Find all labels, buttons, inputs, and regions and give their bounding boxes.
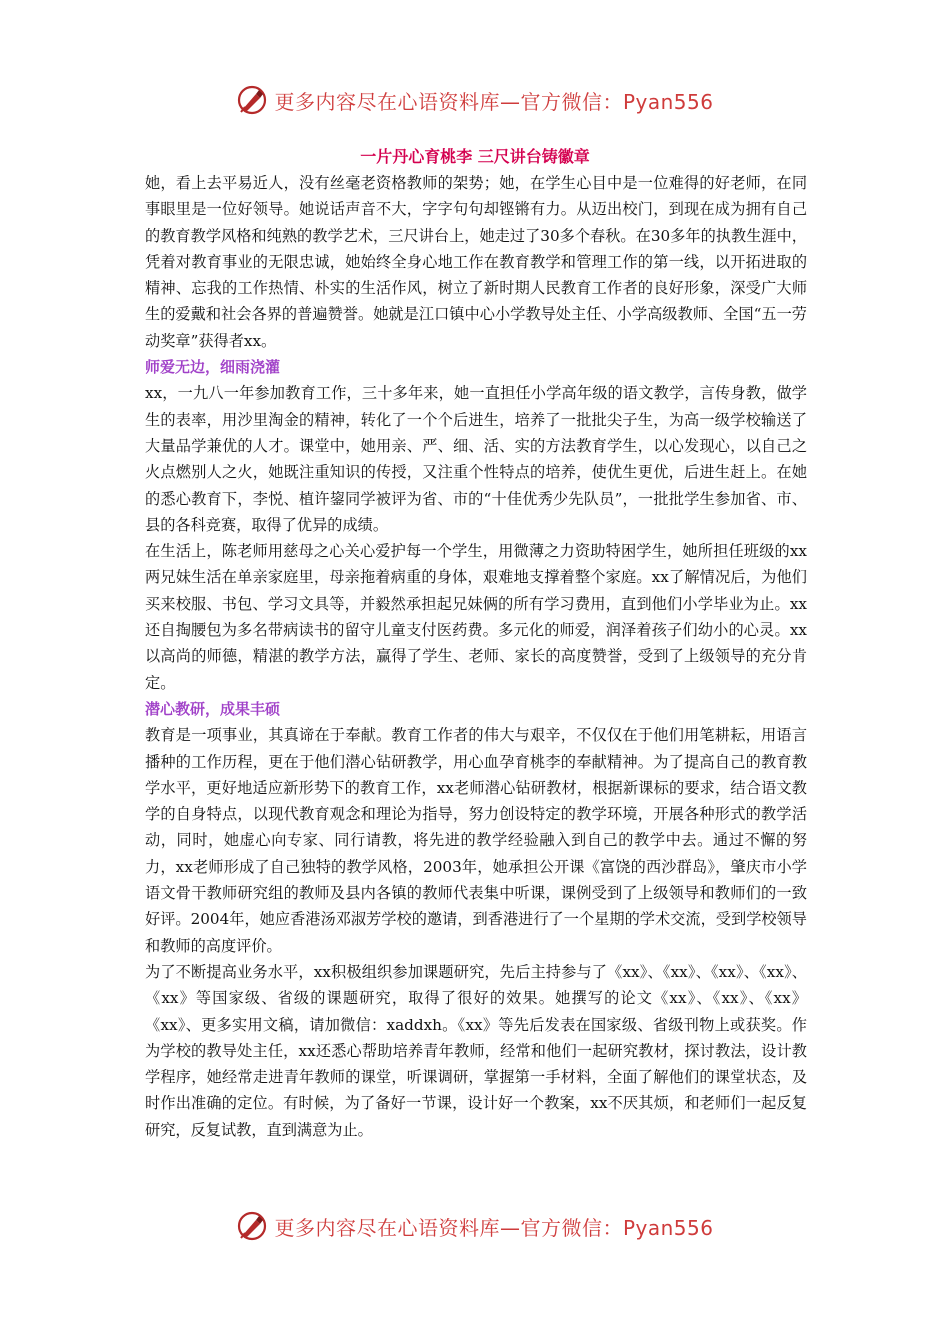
footer-banner xyxy=(0,1210,950,1242)
pen-nib-logo-icon xyxy=(236,84,268,116)
intro-paragraph: 她，看上去平易近人，没有丝毫老资格教师的架势；她，在学生心目中是一位难得的好老师，在同事眼里是一位好领导。她说话声音不大，字字句句却铿锵有力。从迈出校门，到现在成为拥有自己的教育教学风格和纯熟的教学艺术，三尺讲台上，她走过了30多个春秋。在30多年的执教生涯中，凭着对教育事业的无限忠诚，她始终全身心地工作在教育教学和管理工作的第一线，以开拓进取的精神、忘我的工作热情、朴实的生活作风，树立了新时期人民教育工作者的良好形象，深受广大师生的爱戴和社会各界的普遍赞誉。她就是江口镇中心小学教导处主任、小学高级教师、全国“五一劳动奖章”获得者xx。 xyxy=(145,174,807,350)
section2-paragraph-2: 为了不断提高业务水平，xx积极组织参加课题研究，先后主持参与了《xx》、《xx》、《xx》、《xx》、《xx》等国家级、省级的课题研究，取得了很好的效果。她撰写的论文《xx》、《xx》、《xx》《xx》、更多实用文稿，请加微信：xaddxh。《xx》等先后发表在国家级、省级刊物上或获奖。作为学校的教导处主任，xx还悉心帮助培养青年教师，经常和他们一起研究教材，探讨教法，设计教学程序，她经常走进青年教师的课堂，听课调研，掌握第一手材料，全面了解他们的课堂状态，及时作出准确的定位。有时候，为了备好一节课，设计好一个教案，xx不厌其烦，和老师们一起反复研究，反复试教，直到满意为止。 xyxy=(145,962,807,1139)
section2-paragraph-1: 教育是一项事业，其真谛在于奉献。教育工作者的伟大与艰辛，不仅仅在于他们用笔耕耘，用语言播种的工作历程，更在于他们潜心钻研教学，用心血孕育桃李的奉献精神。为了提高自己的教育教学水平，更好地适应新形势下的教育工作，xx老师潜心钻研教材，根据新课标的要求，结合语文教学的自身特点，以现代教育观念和理论为指导，努力创设特定的教学环境，开展各种形式的教学活动，同时，她虚心向专家、同行请教，将先进的教学经验融入到自己的教学中去。通过不懈的努力，xx老师形成了自己独特的教学风格，2003年，她承担公开课《富饶的西沙群岛》，肇庆市小学语文骨干教师研究组的教师及县内各镇的教师代表集中听课，课例受到了上级领导和教师们的一致好评。2004年，她应香港汤邓淑芳学校的邀请，到香港进行了一个星期的学术交流，受到学校领导和教师的高度评价。 xyxy=(145,726,807,955)
document-title: 一片丹心育桃李 三尺讲台铸徽章 xyxy=(360,147,590,166)
section1-paragraph-2: 在生活上，陈老师用慈母之心关心爱护每一个学生，用微薄之力资助特困学生，她所担任班级的xx两兄妹生活在单亲家庭里，母亲拖着病重的身体，艰难地支撑着整个家庭。xx了解情况后，为他们买来校服、书包、学习文具等，并毅然承担起兄妹俩的所有学习费用，直到他们小学毕业为止。xx还自掏腰包为多名带病读书的留守儿童支付医药费。多元化的师爱，润泽着孩子们幼小的心灵。xx以高尚的师德，精湛的教学方法，赢得了学生、老师、家长的高度赞誉，受到了上级领导的充分肯定。 xyxy=(145,542,807,692)
footer-banner-text: 更多内容尽在心语资料库—官方微信：Pyan556 xyxy=(274,1215,714,1240)
header-banner xyxy=(0,84,950,116)
pen-nib-logo-icon xyxy=(236,1210,268,1242)
header-banner-text: 更多内容尽在心语资料库—官方微信：Pyan556 xyxy=(274,89,714,114)
section-heading-teacher-love: 师爱无边，细雨浇灌 xyxy=(145,358,281,377)
section1-paragraph-1: xx，一九八一年参加教育工作，三十多年来，她一直担任小学高年级的语文教学，言传身教，做学生的表率，用沙里淘金的精神，转化了一个个后进生，培养了一批批尖子生，为高一级学校输送了大量品学兼优的人才。课堂中，她用亲、严、细、活、实的方法教育学生，以心发现心，以自己之火点燃别人之火，她既注重知识的传授，又注重个性特点的培养，使优生更优，后进生赶上。在她的悉心教育下，李悦、植许鋆同学被评为省、市的“十佳优秀少先队员”，一批批学生参加省、市、县的各科竞赛，取得了优异的成绩。 xyxy=(145,384,807,534)
section-heading-research: 潜心教研，成果丰硕 xyxy=(145,699,281,718)
document-body xyxy=(145,170,807,1143)
